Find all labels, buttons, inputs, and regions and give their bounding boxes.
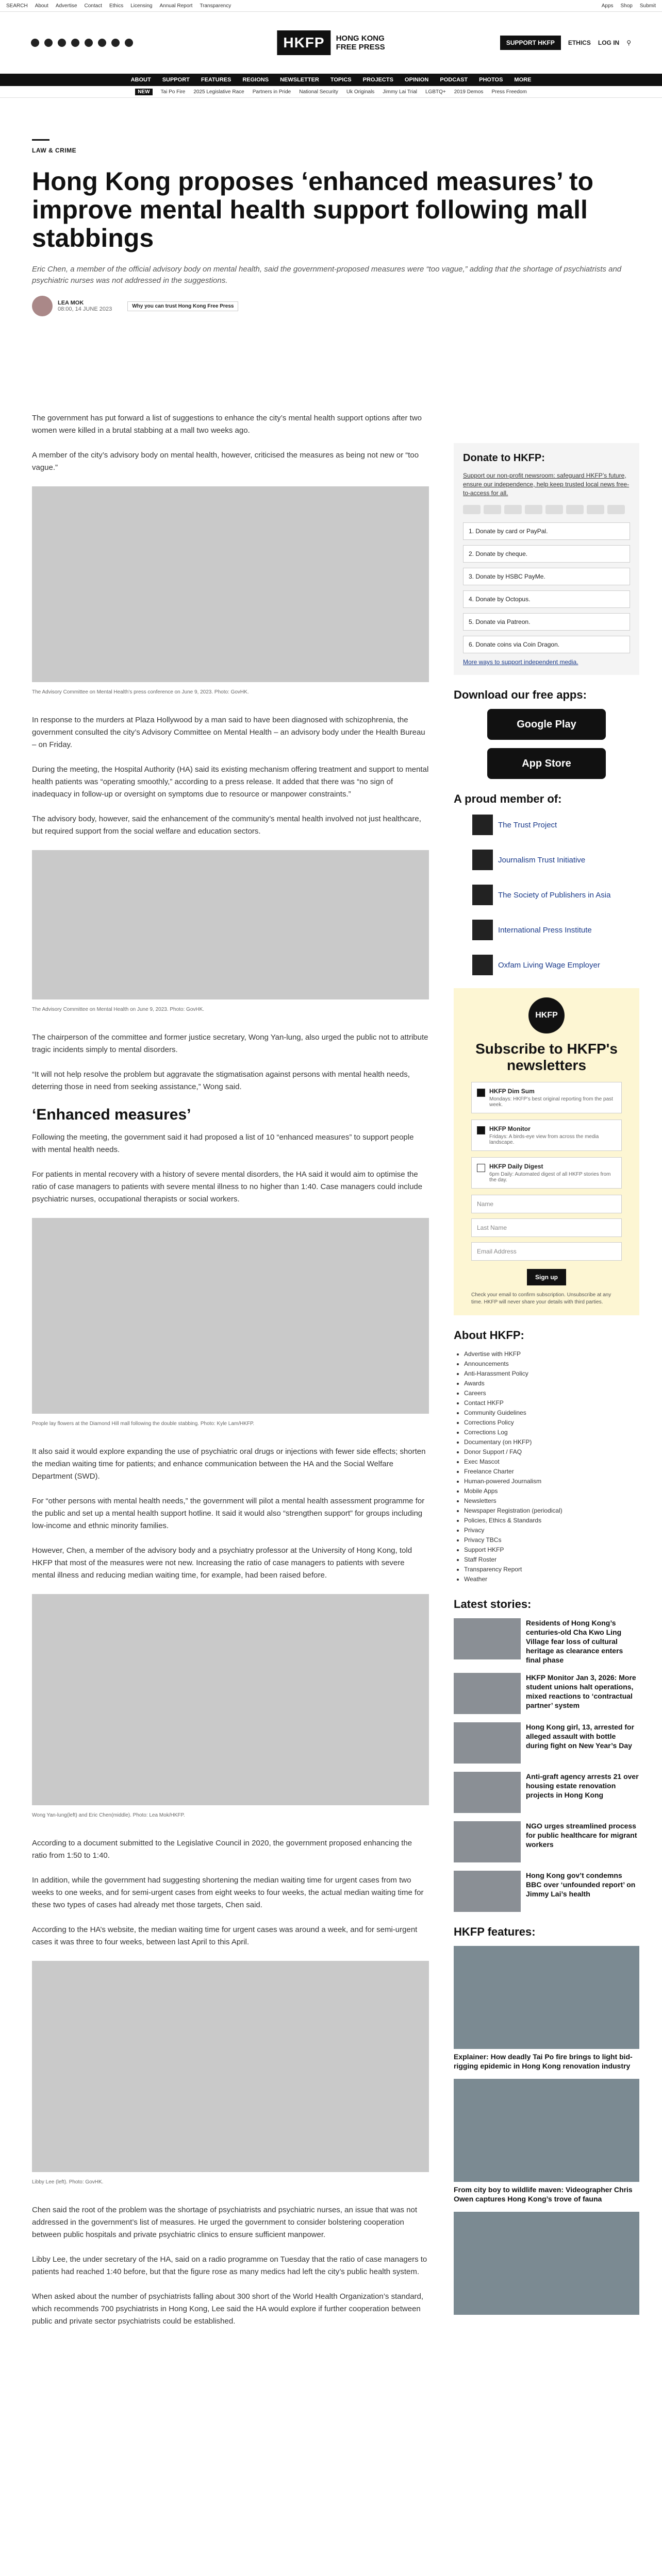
payment-methods: [463, 505, 630, 514]
site-header: [0, 12, 662, 74]
option-name: HKFP Monitor: [489, 1125, 531, 1132]
paragraph: “It will not help resolve the problem but aggravate the stigmatisation against persons with mental health needs, deterring those in need from seeking assistance,” Wong said.: [32, 1070, 410, 1091]
about-link[interactable]: • Policies, Ethics & Standards: [464, 1516, 639, 1526]
figure: [32, 850, 429, 1016]
latest-story[interactable]: [454, 1821, 639, 1862]
paragraph: The advisory body, however, said the enhancement of the community’s mental health involved not just healthcare, but required support from the social welfare and education sectors.: [32, 815, 421, 836]
publish-date: 08:00, 14 JUNE 2023: [58, 306, 112, 312]
top-link[interactable]: Shop: [620, 3, 633, 9]
rss-icon[interactable]: [125, 39, 133, 47]
story-title: Hong Kong girl, 13, arrested for alleged assault with bottle during fight on New Year’s Day: [526, 1723, 635, 1750]
donate-box: [454, 443, 639, 675]
member-label: The Trust Project: [498, 820, 557, 829]
about-link[interactable]: • Contact HKFP: [464, 1398, 639, 1408]
newsletter-title: Subscribe to HKFP's newsletters: [475, 1041, 618, 1073]
paragraph: Libby Lee, the under secretary of the HA, said on a radio programme on Tuesday that the ratio of case managers to patients had reached 1:40 before, but that the figure rose as many medics had left the city’s public health system.: [32, 2255, 427, 2276]
sidebar: [454, 443, 639, 2323]
oxfam-icon: [472, 955, 493, 975]
email-input[interactable]: Email Address: [471, 1242, 622, 1261]
caption: Libby Lee (left). Photo: GovHK.: [32, 2179, 104, 2185]
about-list: [454, 1349, 639, 1584]
checkbox[interactable]: [477, 1164, 485, 1172]
article-body: [32, 412, 429, 2340]
nav-item-more[interactable]: MORE: [514, 77, 532, 83]
member-logo[interactable]: [454, 918, 639, 942]
member-label: International Press Institute: [498, 925, 592, 935]
latest-story[interactable]: [454, 1618, 639, 1665]
author-avatar: [32, 296, 53, 316]
unionpay-icon: [525, 505, 542, 514]
story-title: Residents of Hong Kong’s centuries-old Cha Kwo Ling Village fear loss of cultural heritage as clearance enters final phase: [526, 1619, 623, 1664]
trending-item[interactable]: Tai Po Fire: [160, 89, 186, 95]
logo-line: FREE PRESS: [336, 43, 385, 52]
about-link[interactable]: • Community Guidelines: [464, 1408, 639, 1418]
logo-mark: HKFP: [277, 30, 330, 55]
about-link[interactable]: • Anti-Harassment Policy: [464, 1369, 639, 1379]
apps-title: Download our free apps:: [454, 688, 587, 701]
feature-image: [454, 2212, 639, 2315]
paragraph: For “other persons with mental health needs,” the government will pilot a mental health assessment programme for the public and set up a mental health support hotline. It said it would also “strengthen support” for groups including low-income and ethnic minority families.: [32, 1497, 425, 1530]
main-nav: [0, 74, 662, 86]
jcb-icon: [545, 505, 563, 514]
nav-item-photos[interactable]: PHOTOS: [479, 77, 503, 83]
about-link[interactable]: • Privacy: [464, 1526, 639, 1535]
trending-item[interactable]: 2025 Legislative Race: [193, 89, 244, 95]
story-thumbnail: [454, 1871, 521, 1912]
paragraph: The government has put forward a list of suggestions to enhance the city’s mental health support options after two women were killed in a brutal stabbing at a mall two weeks ago.: [32, 414, 422, 435]
about-link[interactable]: • Privacy TBCs: [464, 1535, 639, 1545]
logo-text: [336, 34, 385, 52]
paragraph: It also said it would explore expanding the use of psychiatric oral drugs or injections with fewer side effects; shorten the median waiting time for patients; and enhance communication between the HA and the Social Welfare Department (SWD).: [32, 1447, 426, 1481]
option-desc: Fridays: A birds-eye view from across the media landscape.: [489, 1134, 599, 1145]
visa-icon: [484, 505, 501, 514]
article-title: Hong Kong proposes ‘enhanced measures’ to improve mental health support following mall stabbings: [32, 167, 594, 252]
newsletter-box: [454, 988, 639, 1315]
story-thumbnail: [454, 1821, 521, 1862]
trending-item[interactable]: LGBTQ+: [425, 89, 446, 95]
wechat-icon: [607, 505, 625, 514]
about-link[interactable]: • Announcements: [464, 1359, 639, 1369]
paragraph: According to a document submitted to the Legislative Council in 2020, the government proposed enhancing the ratio from 1:50 to 1:40.: [32, 1839, 412, 1860]
nav-item-newsletter[interactable]: NEWSLETTER: [280, 77, 319, 83]
nav-item-opinion[interactable]: OPINION: [404, 77, 429, 83]
nav-item-podcast[interactable]: PODCAST: [440, 77, 468, 83]
features-title: HKFP features:: [454, 1925, 536, 1938]
newsletter-note: Check your email to confirm subscription. Unsubscribe at any time. HKFP will never share your details with third parties.: [471, 1292, 611, 1305]
caption: Wong Yan-lung(left) and Eric Chen(middle). Photo: Lea Mok/HKFP.: [32, 1812, 185, 1818]
nav-item-topics[interactable]: TOPICS: [330, 77, 352, 83]
alipay-icon: [587, 505, 604, 514]
search-link[interactable]: SEARCH: [6, 3, 28, 9]
member-logo[interactable]: [454, 953, 639, 977]
support-button[interactable]: SUPPORT HKFP: [500, 36, 561, 50]
nav-item-projects[interactable]: PROJECTS: [362, 77, 393, 83]
trending-item[interactable]: Jimmy Lai Trial: [383, 89, 417, 95]
top-link[interactable]: About: [35, 3, 48, 9]
about-title: About HKFP:: [454, 1329, 524, 1342]
top-link[interactable]: Advertise: [55, 3, 77, 9]
caption: The Advisory Committee on Mental Health’s press conference on June 9, 2023. Photo: GovHK.: [32, 689, 249, 695]
about-link[interactable]: • Newspaper Registration (periodical): [464, 1506, 639, 1516]
about-link[interactable]: • Mobile Apps: [464, 1486, 639, 1496]
press-conference-photo: [32, 486, 429, 682]
latest-story[interactable]: [454, 1673, 639, 1714]
article-category[interactable]: LAW & CRIME: [32, 147, 77, 154]
latest-title: Latest stories:: [454, 1598, 532, 1611]
member-logo[interactable]: [454, 813, 639, 837]
about-link[interactable]: • Donor Support / FAQ: [464, 1447, 639, 1457]
member-logo[interactable]: [454, 883, 639, 907]
about-link[interactable]: • Advertise with HKFP: [464, 1349, 639, 1359]
donate-option[interactable]: 3. Donate by HSBC PayMe.: [463, 568, 630, 585]
newsletter-option[interactable]: [471, 1082, 622, 1113]
paragraph: A member of the city’s advisory body on mental health, however, criticised the measures as being not new or “too vague.”: [32, 451, 419, 472]
section-heading: ‘Enhanced measures’: [32, 1106, 191, 1123]
youtube-icon[interactable]: [98, 39, 106, 47]
category-rule: [32, 139, 49, 141]
story-title: Hong Kong gov’t condemns BBC over ‘unfounded report’ on Jimmy Lai’s health: [526, 1871, 636, 1898]
member-label: Journalism Trust Initiative: [498, 855, 586, 865]
nav-item-regions[interactable]: REGIONS: [242, 77, 269, 83]
feature-item[interactable]: [454, 2079, 639, 2204]
story-thumbnail: [454, 1673, 521, 1714]
member-title: A proud member of:: [454, 792, 562, 805]
paragraph: In response to the murders at Plaza Hollywood by a man said to have been diagnosed with schizophrenia, the government consulted the city’s Advisory Committee on Mental Health – an advisory body under the Health Bureau – on Friday.: [32, 716, 425, 749]
story-title: NGO urges streamlined process for public healthcare for migrant workers: [526, 1822, 637, 1849]
nav-item-support[interactable]: SUPPORT: [162, 77, 190, 83]
top-utility-bar: [0, 0, 662, 12]
about-link[interactable]: • Careers: [464, 1388, 639, 1398]
top-link[interactable]: Submit: [639, 3, 656, 9]
top-link[interactable]: Transparency: [200, 3, 231, 9]
sopa-icon: [472, 885, 493, 905]
more-ways-link[interactable]: More ways to support independent media.: [463, 658, 578, 666]
donate-option[interactable]: 1. Donate by card or PayPal.: [463, 522, 630, 540]
about-link[interactable]: • Awards: [464, 1379, 639, 1388]
member-logo[interactable]: [454, 848, 639, 872]
paragraph: Chen said the root of the problem was the shortage of psychiatrists and psychiatric nurses, an issue that was not addressed in the government’s list of measures. He urged the government to consider bolstering cooperation between public hospitals and private psychiatric clinics to ensure sufficient manpower.: [32, 2206, 418, 2239]
about-link[interactable]: • Staff Roster: [464, 1555, 639, 1565]
top-link[interactable]: Apps: [601, 3, 614, 9]
last-name-input[interactable]: Last Name: [471, 1218, 622, 1237]
top-link[interactable]: Licensing: [130, 3, 153, 9]
paypal-icon: [566, 505, 584, 514]
committee-photo: [32, 850, 429, 999]
about-link[interactable]: • Support HKFP: [464, 1545, 639, 1555]
figure: [32, 1961, 429, 2189]
about-link[interactable]: • Newsletters: [464, 1496, 639, 1506]
trending-item[interactable]: National Security: [299, 89, 338, 95]
jti-icon: [472, 850, 493, 870]
app-store-badge[interactable]: App Store: [487, 748, 606, 779]
newsletter-logo: HKFP: [528, 997, 565, 1033]
newsletter-option[interactable]: [471, 1157, 622, 1189]
about-link[interactable]: • Freelance Charter: [464, 1467, 639, 1477]
checkbox[interactable]: [477, 1126, 485, 1134]
paragraph: The chairperson of the committee and former justice secretary, Wong Yan-lung, also urged the public not to attribute tragic incidents simply to mental disorders.: [32, 1033, 428, 1054]
libby-lee-photo: [32, 1961, 429, 2172]
latest-stories: [454, 1618, 639, 1912]
search-icon[interactable]: ⚲: [626, 39, 631, 46]
amex-icon: [504, 505, 522, 514]
donate-title: Donate to HKFP:: [463, 452, 545, 464]
feature-image: [454, 1946, 639, 2049]
top-link[interactable]: Ethics: [109, 3, 124, 9]
member-label: The Society of Publishers in Asia: [498, 890, 611, 900]
feature-title: Explainer: How deadly Tai Po fire brings to light bid-rigging epidemic in Hong Kong renovation industry: [454, 2053, 633, 2070]
story-title: Anti-graft agency arrests 21 over housing estate renovation projects in Hong Kong: [526, 1772, 639, 1799]
trending-bar: [0, 86, 662, 98]
trust-project-icon: [472, 815, 493, 835]
about-link[interactable]: • Weather: [464, 1574, 639, 1584]
feature-item[interactable]: [454, 1946, 639, 2071]
byline: [32, 296, 635, 316]
about-link[interactable]: • Exec Mascot: [464, 1457, 639, 1467]
x-icon[interactable]: [44, 39, 53, 47]
ipi-icon: [472, 920, 493, 940]
whatsapp-icon[interactable]: [85, 39, 93, 47]
author-name[interactable]: LEA MOK: [58, 300, 84, 306]
nav-item-features[interactable]: FEATURES: [201, 77, 231, 83]
threads-icon[interactable]: [71, 39, 79, 47]
member-label: Oxfam Living Wage Employer: [498, 960, 600, 970]
feature-title: From city boy to wildlife maven: Videographer Chris Owen captures Hong Kong’s trove of fauna: [454, 2185, 633, 2203]
trending-item[interactable]: Uk Originals: [346, 89, 375, 95]
donate-option[interactable]: 5. Donate via Patreon.: [463, 613, 630, 631]
features-list: [454, 1946, 639, 2315]
trust-button[interactable]: Why you can trust Hong Kong Free Press: [127, 301, 238, 311]
paragraph: For patients in mental recovery with a history of severe mental disorders, the HA said it would aim to optimise the ratio of case managers to patients with severe mental illness to no higher than 1:40. Case managers could include psychiatric nurses, occupational therapists or social workers.: [32, 1170, 423, 1204]
officials-photo: [32, 1594, 429, 1805]
donate-option[interactable]: 2. Donate by cheque.: [463, 545, 630, 563]
flowers-photo: [32, 1218, 429, 1414]
paragraph: In addition, while the government had suggesting shortening the median waiting time for urgent cases from two weeks to one weeks, and for semi-urgent cases from eight weeks to four weeks, the actual median waiting time for these two types of cases had already met those targets, Chen said.: [32, 1876, 424, 1909]
trending-item[interactable]: Partners in Pride: [252, 89, 291, 95]
article-header: [32, 139, 635, 316]
mail-icon[interactable]: [111, 39, 120, 47]
paragraph: When asked about the number of psychiatrists falling about 300 short of the World Health Organization’s standard, which recommends 700 psychiatrists in Hong Kong, Lee said the HA would explore if further cooperation between public and private sector psychiatrists could be established.: [32, 2292, 424, 2326]
social-icons: [31, 39, 133, 47]
checkbox[interactable]: [477, 1089, 485, 1097]
donate-option[interactable]: 4. Donate by Octopus.: [463, 590, 630, 608]
feature-item[interactable]: [454, 2212, 639, 2315]
option-desc: 6pm Daily: Automated digest of all HKFP stories from the day.: [489, 1172, 611, 1183]
facebook-icon[interactable]: [31, 39, 39, 47]
top-link[interactable]: Annual Report: [159, 3, 193, 9]
latest-story[interactable]: [454, 1772, 639, 1813]
signup-button[interactable]: Sign up: [527, 1269, 566, 1285]
instagram-icon[interactable]: [58, 39, 66, 47]
story-thumbnail: [454, 1772, 521, 1813]
latest-story[interactable]: [454, 1871, 639, 1912]
story-thumbnail: [454, 1722, 521, 1764]
newsletter-option[interactable]: [471, 1120, 622, 1151]
about-link[interactable]: • Transparency Report: [464, 1565, 639, 1574]
option-desc: Mondays: HKFP’s best original reporting from the past week.: [489, 1096, 613, 1108]
trending-label: NEW: [135, 89, 152, 95]
donate-appeal[interactable]: Support our non-profit newsroom: safeguard HKFP’s future, ensure our independence, help keep trusted local news free-to-access for all.: [463, 472, 630, 497]
option-name: HKFP Daily Digest: [489, 1163, 543, 1170]
article-standfirst: Eric Chen, a member of the official advisory body on mental health, said the government-proposed measures were “too vague,” adding that the shortage of psychiatrists and psychiatric nurses was not addressed in the suggestions.: [32, 265, 622, 285]
paragraph: According to the HA’s website, the median waiting time for urgent cases was around a week, and for semi-urgent cases it was three to four weeks, between last April to this April.: [32, 1925, 418, 1946]
latest-story[interactable]: [454, 1722, 639, 1764]
nav-item-about[interactable]: ABOUT: [130, 77, 151, 83]
caption: The Advisory Committee on Mental Health on June 9, 2023. Photo: GovHK.: [32, 1007, 205, 1012]
about-link[interactable]: • Human-powered Journalism: [464, 1477, 639, 1486]
option-name: HKFP Dim Sum: [489, 1088, 535, 1095]
story-title: HKFP Monitor Jan 3, 2026: More student unions halt operations, mixed reactions to ‘contractual partner’ system: [526, 1673, 636, 1709]
first-name-input[interactable]: Name: [471, 1195, 622, 1213]
login-link[interactable]: LOG IN: [598, 39, 620, 46]
feature-image: [454, 2079, 639, 2182]
caption: People lay flowers at the Diamond Hill mall following the double stabbing. Photo: Kyle Lam/HKFP.: [32, 1421, 255, 1427]
trending-item[interactable]: 2019 Demos: [454, 89, 484, 95]
about-link[interactable]: • Corrections Policy: [464, 1418, 639, 1428]
mastercard-icon: [463, 505, 481, 514]
logo-line: HONG KONG: [336, 34, 385, 43]
figure: [32, 486, 429, 699]
paragraph: Following the meeting, the government said it had proposed a list of 10 “enhanced measures” to support people with mental health needs.: [32, 1133, 414, 1154]
ethics-link[interactable]: ETHICS: [568, 39, 591, 46]
donate-option[interactable]: 6. Donate coins via Coin Dragon.: [463, 636, 630, 653]
trending-item[interactable]: Press Freedom: [491, 89, 527, 95]
figure: [32, 1594, 429, 1822]
google-play-badge[interactable]: Google Play: [487, 709, 606, 740]
paragraph: However, Chen, a member of the advisory body and a psychiatry professor at the University of Hong Kong, told HKFP that most of the measures were not new. Increasing the ratio of case managers to patients with severe mental illness and reducing median waiting time, for example, had been raised before.: [32, 1546, 412, 1580]
about-link[interactable]: • Corrections Log: [464, 1428, 639, 1437]
top-link[interactable]: Contact: [84, 3, 102, 9]
story-thumbnail: [454, 1618, 521, 1659]
site-logo[interactable]: [277, 30, 385, 55]
figure: [32, 1218, 429, 1430]
about-link[interactable]: • Documentary (on HKFP): [464, 1437, 639, 1447]
paragraph: During the meeting, the Hospital Authority (HA) said its existing mechanism offering treatment and support to mental health patients was “operating smoothly,” according to a press release. It added that there was “no sign of inadequacy in follow-up or oversight on symptoms due to resource or manpower constraints.”: [32, 765, 429, 799]
